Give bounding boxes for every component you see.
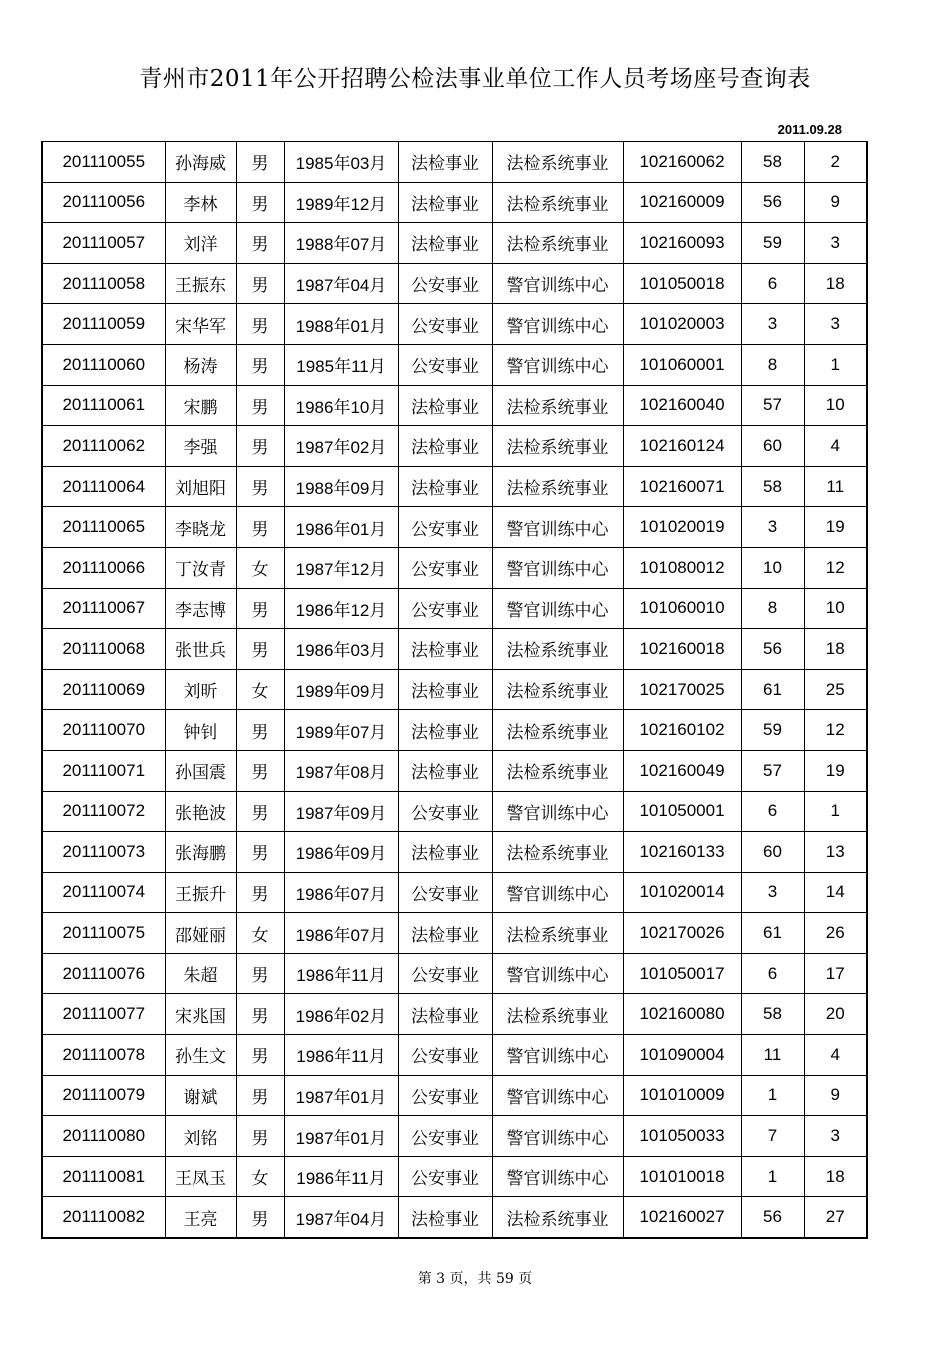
table-row <box>42 426 867 467</box>
gender-cell: 男 <box>236 507 284 548</box>
seat-cell: 18 <box>804 263 867 304</box>
exam-id-cell: 201110062 <box>42 426 165 467</box>
table-row <box>42 547 867 588</box>
seat-cell: 13 <box>804 832 867 873</box>
birth-date-cell: 1989年09月 <box>284 669 398 710</box>
exam-id-cell: 201110078 <box>42 1035 165 1076</box>
exam-id-cell: 201110066 <box>42 547 165 588</box>
category-cell: 公安事业 <box>398 1156 492 1197</box>
room-cell: 61 <box>741 913 804 954</box>
ticket-number-cell: 101080012 <box>623 547 741 588</box>
seat-cell: 10 <box>804 588 867 629</box>
room-cell: 6 <box>741 953 804 994</box>
exam-id-cell: 201110064 <box>42 466 165 507</box>
seat-cell: 10 <box>804 385 867 426</box>
department-cell: 警官训练中心 <box>492 547 623 588</box>
seat-cell: 1 <box>804 791 867 832</box>
ticket-number-cell: 102170025 <box>623 669 741 710</box>
seat-cell: 18 <box>804 629 867 670</box>
exam-id-cell: 201110076 <box>42 953 165 994</box>
room-cell: 6 <box>741 791 804 832</box>
category-cell: 法检事业 <box>398 994 492 1035</box>
exam-id-cell: 201110082 <box>42 1197 165 1238</box>
name-cell: 张海鹏 <box>165 832 236 873</box>
seat-table <box>41 141 868 1239</box>
exam-id-cell: 201110080 <box>42 1116 165 1157</box>
ticket-number-cell: 102160049 <box>623 750 741 791</box>
birth-date-cell: 1987年01月 <box>284 1075 398 1116</box>
seat-cell: 12 <box>804 547 867 588</box>
table-row <box>42 913 867 954</box>
table-row <box>42 1035 867 1076</box>
name-cell: 孙国震 <box>165 750 236 791</box>
name-cell: 宋兆国 <box>165 994 236 1035</box>
name-cell: 李强 <box>165 426 236 467</box>
category-cell: 法检事业 <box>398 1197 492 1238</box>
table-row <box>42 304 867 345</box>
table-row <box>42 385 867 426</box>
table-row <box>42 142 867 183</box>
ticket-number-cell: 102160040 <box>623 385 741 426</box>
department-cell: 法检系统事业 <box>492 629 623 670</box>
room-cell: 61 <box>741 669 804 710</box>
birth-date-cell: 1987年02月 <box>284 426 398 467</box>
seat-cell: 25 <box>804 669 867 710</box>
ticket-number-cell: 102170026 <box>623 913 741 954</box>
birth-date-cell: 1989年07月 <box>284 710 398 751</box>
category-cell: 法检事业 <box>398 466 492 507</box>
table-row <box>42 344 867 385</box>
exam-id-cell: 201110057 <box>42 223 165 264</box>
gender-cell: 女 <box>236 547 284 588</box>
department-cell: 法检系统事业 <box>492 385 623 426</box>
exam-id-cell: 201110075 <box>42 913 165 954</box>
ticket-number-cell: 102160062 <box>623 142 741 183</box>
birth-date-cell: 1988年09月 <box>284 466 398 507</box>
category-cell: 法检事业 <box>398 426 492 467</box>
birth-date-cell: 1986年03月 <box>284 629 398 670</box>
table-row <box>42 669 867 710</box>
room-cell: 8 <box>741 344 804 385</box>
room-cell: 59 <box>741 223 804 264</box>
room-cell: 1 <box>741 1156 804 1197</box>
name-cell: 邵娅丽 <box>165 913 236 954</box>
birth-date-cell: 1986年02月 <box>284 994 398 1035</box>
name-cell: 朱超 <box>165 953 236 994</box>
gender-cell: 男 <box>236 791 284 832</box>
room-cell: 58 <box>741 142 804 183</box>
name-cell: 王亮 <box>165 1197 236 1238</box>
seat-cell: 9 <box>804 1075 867 1116</box>
gender-cell: 女 <box>236 913 284 954</box>
name-cell: 李林 <box>165 182 236 223</box>
department-cell: 法检系统事业 <box>492 223 623 264</box>
name-cell: 王凤玉 <box>165 1156 236 1197</box>
name-cell: 李晓龙 <box>165 507 236 548</box>
gender-cell: 男 <box>236 182 284 223</box>
name-cell: 张艳波 <box>165 791 236 832</box>
table-row <box>42 953 867 994</box>
gender-cell: 男 <box>236 426 284 467</box>
seat-cell: 12 <box>804 710 867 751</box>
department-cell: 警官训练中心 <box>492 1156 623 1197</box>
department-cell: 警官训练中心 <box>492 1075 623 1116</box>
ticket-number-cell: 101050017 <box>623 953 741 994</box>
category-cell: 公安事业 <box>398 507 492 548</box>
category-cell: 公安事业 <box>398 872 492 913</box>
name-cell: 杨涛 <box>165 344 236 385</box>
exam-id-cell: 201110055 <box>42 142 165 183</box>
table-row <box>42 1197 867 1238</box>
ticket-number-cell: 101050033 <box>623 1116 741 1157</box>
exam-id-cell: 201110070 <box>42 710 165 751</box>
gender-cell: 女 <box>236 669 284 710</box>
department-cell: 法检系统事业 <box>492 710 623 751</box>
table-row <box>42 1075 867 1116</box>
department-cell: 警官训练中心 <box>492 344 623 385</box>
table-row <box>42 223 867 264</box>
seat-cell: 3 <box>804 304 867 345</box>
gender-cell: 男 <box>236 953 284 994</box>
birth-date-cell: 1987年04月 <box>284 1197 398 1238</box>
birth-date-cell: 1986年07月 <box>284 913 398 954</box>
exam-id-cell: 201110081 <box>42 1156 165 1197</box>
exam-id-cell: 201110065 <box>42 507 165 548</box>
table-row <box>42 182 867 223</box>
department-cell: 警官训练中心 <box>492 953 623 994</box>
gender-cell: 男 <box>236 710 284 751</box>
table-row <box>42 710 867 751</box>
seat-cell: 3 <box>804 1116 867 1157</box>
room-cell: 56 <box>741 182 804 223</box>
gender-cell: 男 <box>236 263 284 304</box>
birth-date-cell: 1986年10月 <box>284 385 398 426</box>
gender-cell: 女 <box>236 1156 284 1197</box>
department-cell: 法检系统事业 <box>492 182 623 223</box>
department-cell: 警官训练中心 <box>492 1116 623 1157</box>
birth-date-cell: 1989年12月 <box>284 182 398 223</box>
table-row <box>42 588 867 629</box>
name-cell: 李志博 <box>165 588 236 629</box>
birth-date-cell: 1986年07月 <box>284 872 398 913</box>
department-cell: 法检系统事业 <box>492 426 623 467</box>
birth-date-cell: 1987年04月 <box>284 263 398 304</box>
table-row <box>42 750 867 791</box>
gender-cell: 男 <box>236 750 284 791</box>
category-cell: 法检事业 <box>398 182 492 223</box>
room-cell: 7 <box>741 1116 804 1157</box>
name-cell: 刘铭 <box>165 1116 236 1157</box>
table-row <box>42 263 867 304</box>
exam-id-cell: 201110058 <box>42 263 165 304</box>
room-cell: 57 <box>741 750 804 791</box>
department-cell: 警官训练中心 <box>492 1035 623 1076</box>
birth-date-cell: 1987年12月 <box>284 547 398 588</box>
department-cell: 法检系统事业 <box>492 832 623 873</box>
room-cell: 58 <box>741 466 804 507</box>
category-cell: 法检事业 <box>398 669 492 710</box>
gender-cell: 男 <box>236 1035 284 1076</box>
name-cell: 宋鹏 <box>165 385 236 426</box>
gender-cell: 男 <box>236 1116 284 1157</box>
seat-cell: 18 <box>804 1156 867 1197</box>
birth-date-cell: 1986年11月 <box>284 953 398 994</box>
room-cell: 3 <box>741 304 804 345</box>
category-cell: 公安事业 <box>398 1035 492 1076</box>
gender-cell: 男 <box>236 223 284 264</box>
room-cell: 1 <box>741 1075 804 1116</box>
ticket-number-cell: 101050018 <box>623 263 741 304</box>
exam-id-cell: 201110079 <box>42 1075 165 1116</box>
gender-cell: 男 <box>236 629 284 670</box>
ticket-number-cell: 101050001 <box>623 791 741 832</box>
department-cell: 警官训练中心 <box>492 507 623 548</box>
ticket-number-cell: 102160018 <box>623 629 741 670</box>
table-row <box>42 1116 867 1157</box>
table-row <box>42 507 867 548</box>
department-cell: 法检系统事业 <box>492 994 623 1035</box>
seat-cell: 1 <box>804 344 867 385</box>
department-cell: 警官训练中心 <box>492 263 623 304</box>
department-cell: 法检系统事业 <box>492 750 623 791</box>
gender-cell: 男 <box>236 142 284 183</box>
ticket-number-cell: 102160124 <box>623 426 741 467</box>
name-cell: 孙海威 <box>165 142 236 183</box>
category-cell: 公安事业 <box>398 1075 492 1116</box>
room-cell: 3 <box>741 507 804 548</box>
room-cell: 10 <box>741 547 804 588</box>
name-cell: 王振升 <box>165 872 236 913</box>
gender-cell: 男 <box>236 385 284 426</box>
table-row <box>42 832 867 873</box>
category-cell: 法检事业 <box>398 629 492 670</box>
exam-id-cell: 201110077 <box>42 994 165 1035</box>
exam-id-cell: 201110056 <box>42 182 165 223</box>
exam-id-cell: 201110073 <box>42 832 165 873</box>
report-date: 2011.09.28 <box>777 122 842 137</box>
name-cell: 丁汝青 <box>165 547 236 588</box>
ticket-number-cell: 101020019 <box>623 507 741 548</box>
room-cell: 56 <box>741 629 804 670</box>
room-cell: 58 <box>741 994 804 1035</box>
category-cell: 法检事业 <box>398 142 492 183</box>
table-row <box>42 791 867 832</box>
ticket-number-cell: 102160009 <box>623 182 741 223</box>
gender-cell: 男 <box>236 1197 284 1238</box>
category-cell: 法检事业 <box>398 832 492 873</box>
birth-date-cell: 1986年09月 <box>284 832 398 873</box>
category-cell: 公安事业 <box>398 953 492 994</box>
birth-date-cell: 1986年11月 <box>284 1035 398 1076</box>
room-cell: 59 <box>741 710 804 751</box>
name-cell: 刘旭阳 <box>165 466 236 507</box>
category-cell: 法检事业 <box>398 223 492 264</box>
page-footer: 第 3 页，共 59 页 <box>417 1271 533 1287</box>
room-cell: 60 <box>741 426 804 467</box>
category-cell: 法检事业 <box>398 913 492 954</box>
ticket-number-cell: 102160093 <box>623 223 741 264</box>
ticket-number-cell: 101020003 <box>623 304 741 345</box>
name-cell: 刘昕 <box>165 669 236 710</box>
table-row <box>42 872 867 913</box>
seat-cell: 26 <box>804 913 867 954</box>
birth-date-cell: 1988年07月 <box>284 223 398 264</box>
exam-id-cell: 201110067 <box>42 588 165 629</box>
seat-cell: 27 <box>804 1197 867 1238</box>
department-cell: 法检系统事业 <box>492 466 623 507</box>
exam-id-cell: 201110059 <box>42 304 165 345</box>
seat-cell: 4 <box>804 1035 867 1076</box>
name-cell: 宋华军 <box>165 304 236 345</box>
gender-cell: 男 <box>236 466 284 507</box>
table-row <box>42 1156 867 1197</box>
seat-cell: 9 <box>804 182 867 223</box>
department-cell: 法检系统事业 <box>492 142 623 183</box>
ticket-number-cell: 101010009 <box>623 1075 741 1116</box>
ticket-number-cell: 101090004 <box>623 1035 741 1076</box>
category-cell: 公安事业 <box>398 791 492 832</box>
department-cell: 警官训练中心 <box>492 791 623 832</box>
department-cell: 警官训练中心 <box>492 588 623 629</box>
page-title: 青州市2011年公开招聘公检法事业单位工作人员考场座号查询表 <box>139 66 811 92</box>
exam-id-cell: 201110068 <box>42 629 165 670</box>
category-cell: 法检事业 <box>398 385 492 426</box>
gender-cell: 男 <box>236 588 284 629</box>
exam-id-cell: 201110060 <box>42 344 165 385</box>
category-cell: 公安事业 <box>398 1116 492 1157</box>
category-cell: 公安事业 <box>398 263 492 304</box>
seat-cell: 19 <box>804 507 867 548</box>
table-row <box>42 629 867 670</box>
department-cell: 警官训练中心 <box>492 872 623 913</box>
seat-cell: 20 <box>804 994 867 1035</box>
category-cell: 法检事业 <box>398 710 492 751</box>
ticket-number-cell: 102160027 <box>623 1197 741 1238</box>
birth-date-cell: 1985年11月 <box>284 344 398 385</box>
room-cell: 6 <box>741 263 804 304</box>
ticket-number-cell: 101060001 <box>623 344 741 385</box>
category-cell: 公安事业 <box>398 588 492 629</box>
ticket-number-cell: 102160133 <box>623 832 741 873</box>
seat-cell: 11 <box>804 466 867 507</box>
department-cell: 法检系统事业 <box>492 913 623 954</box>
birth-date-cell: 1985年03月 <box>284 142 398 183</box>
category-cell: 公安事业 <box>398 304 492 345</box>
birth-date-cell: 1986年11月 <box>284 1156 398 1197</box>
category-cell: 法检事业 <box>398 750 492 791</box>
ticket-number-cell: 101020014 <box>623 872 741 913</box>
department-cell: 警官训练中心 <box>492 304 623 345</box>
exam-id-cell: 201110072 <box>42 791 165 832</box>
seat-cell: 2 <box>804 142 867 183</box>
room-cell: 60 <box>741 832 804 873</box>
seat-cell: 19 <box>804 750 867 791</box>
ticket-number-cell: 101010018 <box>623 1156 741 1197</box>
gender-cell: 男 <box>236 872 284 913</box>
room-cell: 8 <box>741 588 804 629</box>
exam-id-cell: 201110071 <box>42 750 165 791</box>
exam-id-cell: 201110074 <box>42 872 165 913</box>
department-cell: 法检系统事业 <box>492 1197 623 1238</box>
table-row <box>42 994 867 1035</box>
table-row <box>42 466 867 507</box>
gender-cell: 男 <box>236 1075 284 1116</box>
seat-cell: 4 <box>804 426 867 467</box>
birth-date-cell: 1986年01月 <box>284 507 398 548</box>
ticket-number-cell: 102160102 <box>623 710 741 751</box>
ticket-number-cell: 102160080 <box>623 994 741 1035</box>
exam-id-cell: 201110061 <box>42 385 165 426</box>
room-cell: 56 <box>741 1197 804 1238</box>
gender-cell: 男 <box>236 304 284 345</box>
name-cell: 孙生文 <box>165 1035 236 1076</box>
gender-cell: 男 <box>236 832 284 873</box>
gender-cell: 男 <box>236 344 284 385</box>
room-cell: 11 <box>741 1035 804 1076</box>
seat-cell: 3 <box>804 223 867 264</box>
exam-id-cell: 201110069 <box>42 669 165 710</box>
name-cell: 张世兵 <box>165 629 236 670</box>
room-cell: 3 <box>741 872 804 913</box>
name-cell: 王振东 <box>165 263 236 304</box>
name-cell: 钟钊 <box>165 710 236 751</box>
seat-cell: 14 <box>804 872 867 913</box>
category-cell: 公安事业 <box>398 547 492 588</box>
birth-date-cell: 1987年01月 <box>284 1116 398 1157</box>
birth-date-cell: 1988年01月 <box>284 304 398 345</box>
birth-date-cell: 1987年09月 <box>284 791 398 832</box>
birth-date-cell: 1986年12月 <box>284 588 398 629</box>
name-cell: 刘洋 <box>165 223 236 264</box>
birth-date-cell: 1987年08月 <box>284 750 398 791</box>
room-cell: 57 <box>741 385 804 426</box>
name-cell: 谢斌 <box>165 1075 236 1116</box>
category-cell: 公安事业 <box>398 344 492 385</box>
ticket-number-cell: 101060010 <box>623 588 741 629</box>
department-cell: 法检系统事业 <box>492 669 623 710</box>
seat-cell: 17 <box>804 953 867 994</box>
ticket-number-cell: 102160071 <box>623 466 741 507</box>
gender-cell: 男 <box>236 994 284 1035</box>
